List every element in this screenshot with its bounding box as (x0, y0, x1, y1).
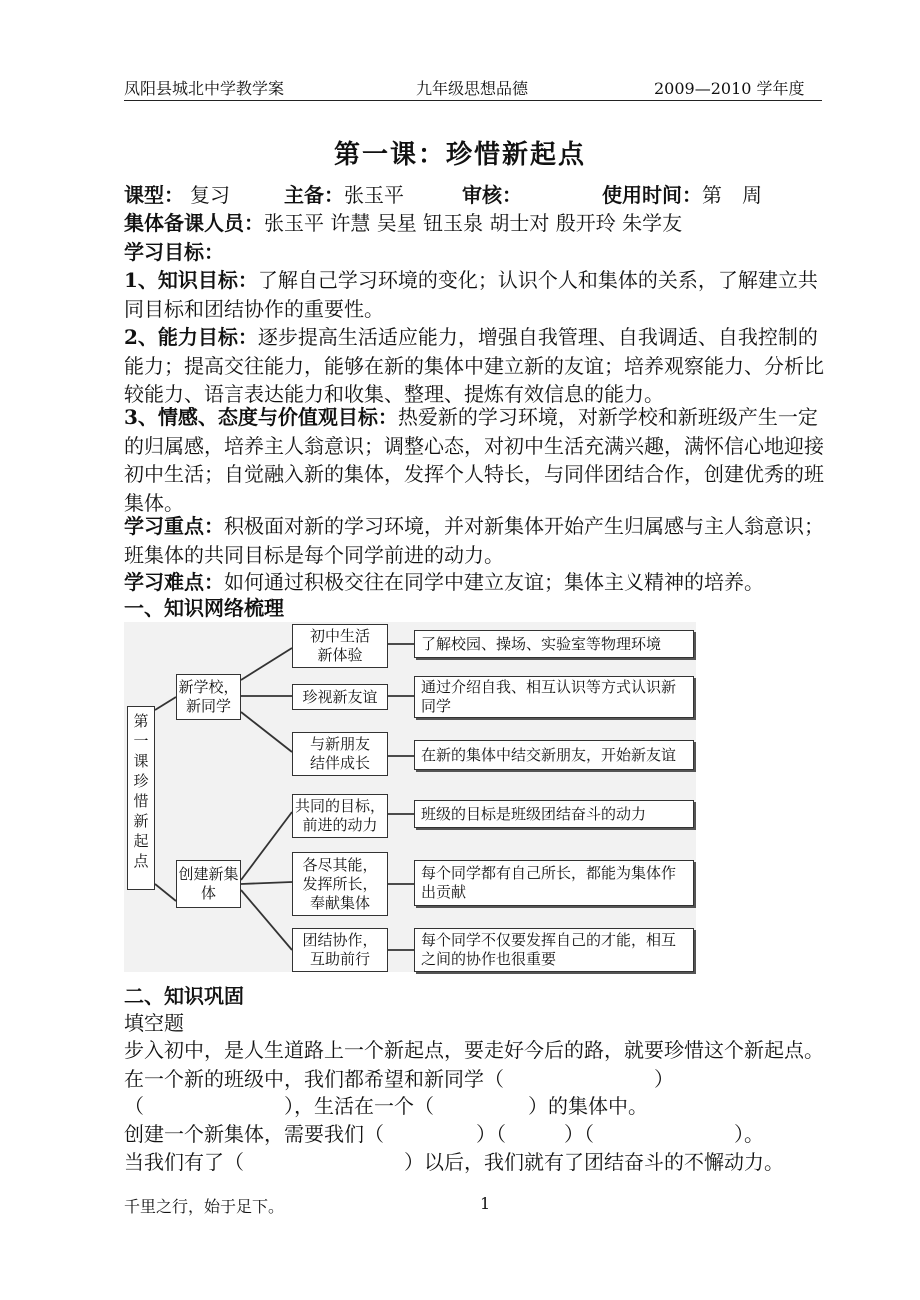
branch-new-school: 新学校，新同学 (176, 674, 241, 720)
fill-paragraph-2 (124, 1120, 824, 1149)
team-row (124, 209, 824, 238)
fill-2-text-a: 创建一个新集体，需要我们（ (124, 1122, 384, 1146)
node-common-goal: 共同的目标，前进的动力 (292, 794, 388, 838)
key-points (124, 512, 824, 569)
time-value: 第 周 (702, 183, 762, 207)
detail-contribute: 每个同学都有自己所长，都能为集体作出贡献 (414, 860, 694, 906)
mindmap-root: 第一课珍惜新起点 (127, 706, 155, 890)
node-new-experience: 初中生活新体验 (292, 624, 388, 668)
fill-3-text-b: ）以后，我们就有了团结奋斗的不懈动力。 (404, 1150, 784, 1174)
fill-paragraph-1-cont (124, 1092, 824, 1121)
team-value: 张玉平 许慧 吴星 钮玉泉 胡士对 殷开玲 朱学友 (264, 211, 683, 235)
fill-1-text-c: （ (124, 1094, 144, 1118)
node-each-do-best: 各尽其能，发挥所长，奉献集体 (292, 852, 388, 916)
detail-new-friends: 在新的集体中结交新朋友，开始新友谊 (414, 740, 694, 770)
fill-2-text-c: ）（ (564, 1122, 594, 1146)
knowledge-mindmap (124, 622, 696, 972)
difficulties-text: 如何通过积极交往在同学中建立友谊；集体主义精神的培养。 (224, 570, 764, 594)
section-network-heading: 一、知识网络梳理 (124, 596, 284, 620)
node-treasure-friendship: 珍视新友谊 (292, 684, 388, 710)
goals-heading: 学习目标： (124, 240, 224, 264)
detail-cooperation: 每个同学不仅要发挥自己的才能，相互之间的协作也很重要 (414, 928, 694, 972)
type-label: 课型： (124, 183, 184, 207)
fill-2-text-d: ）。 (734, 1122, 764, 1146)
lead-value: 张玉平 (344, 183, 404, 207)
difficulties (124, 568, 824, 597)
goal-knowledge-label: 1、知识目标： (124, 268, 258, 292)
meta-row (124, 181, 824, 210)
goal-knowledge-text: 了解自己学习环境的变化；认识个人和集体的关系，了解建立共同目标和团结协作的重要性。 (124, 268, 818, 321)
branch-new-collective: 创建新集体 (176, 860, 241, 908)
fill-paragraph-1 (124, 1036, 824, 1093)
header-year: 2009—2010 学年度 (654, 79, 805, 98)
fill-1-text-e: ）的集体中。 (528, 1094, 648, 1118)
fill-paragraph-3 (124, 1148, 824, 1177)
fill-1-text-b: ） (654, 1066, 674, 1091)
node-grow-together: 与新朋友结伴成长 (292, 732, 388, 776)
header-school: 凤阳县城北中学教学案 (124, 79, 285, 98)
lead-label: 主备： (284, 183, 344, 207)
node-unity-cooperation: 团结协作，互助前行 (292, 928, 388, 972)
type-value: 复习 (190, 183, 230, 207)
page-title: 第一课：珍惜新起点 (333, 140, 586, 170)
detail-physical-environment: 了解校园、操场、实验室等物理环境 (414, 630, 694, 658)
header-divider (124, 100, 822, 101)
team-label: 集体备课人员： (124, 211, 264, 235)
fill-1-text-d: ），生活在一个（ (284, 1094, 434, 1118)
goal-emotion-label: 3、情感、态度与价值观目标： (124, 405, 398, 429)
detail-know-classmates: 通过介绍自我、相互认识等方式认识新同学 (414, 676, 694, 718)
goal-emotion-text: 热爱新的学习环境，对新学校和新班级产生一定的归属感，培养主人翁意识；调整心态，对初中生活充满兴趣，满怀信心地迎接初中生活；自觉融入新的集体，发挥个人特长，与同伴团结合作，创建优秀的班集体。 (124, 405, 824, 515)
header-subject: 九年级思想品德 (416, 79, 529, 98)
detail-class-goal: 班级的目标是班级团结奋斗的动力 (414, 800, 694, 828)
review-label: 审核： (462, 183, 522, 207)
difficulties-label: 学习难点： (124, 570, 224, 594)
footer-motto: 千里之行，始于足下。 (124, 1197, 285, 1216)
fill-2-text-b: ）（ (476, 1122, 506, 1146)
fill-title: 填空题 (124, 1011, 184, 1035)
goal-ability-text: 逐步提高生活适应能力，增强自我管理、自我调适、自我控制的能力；提高交往能力，能够在新的集体中建立新的友谊；培养观察能力、分析比较能力、语言表达能力和收集、整理、提炼有效信息的能力。 (124, 325, 824, 406)
page-number: 1 (480, 1194, 491, 1213)
key-points-text: 积极面对新的学习环境，并对新集体开始产生归属感与主人翁意识；班集体的共同目标是每个同学前进的动力。 (124, 514, 824, 567)
time-label: 使用时间： (602, 183, 702, 207)
fill-1-text-a: 步入初中，是人生道路上一个新起点，要走好今后的路，就要珍惜这个新起点。在一个新的班级中，我们都希望和新同学（ (124, 1038, 824, 1091)
goal-emotion (124, 403, 824, 517)
section-consolidation-heading: 二、知识巩固 (124, 984, 244, 1008)
fill-3-text-a: 当我们有了（ (124, 1150, 244, 1174)
goal-knowledge (124, 266, 824, 323)
goal-ability-label: 2、能力目标： (124, 325, 258, 349)
key-points-label: 学习重点： (124, 514, 224, 538)
goal-ability (124, 323, 824, 409)
